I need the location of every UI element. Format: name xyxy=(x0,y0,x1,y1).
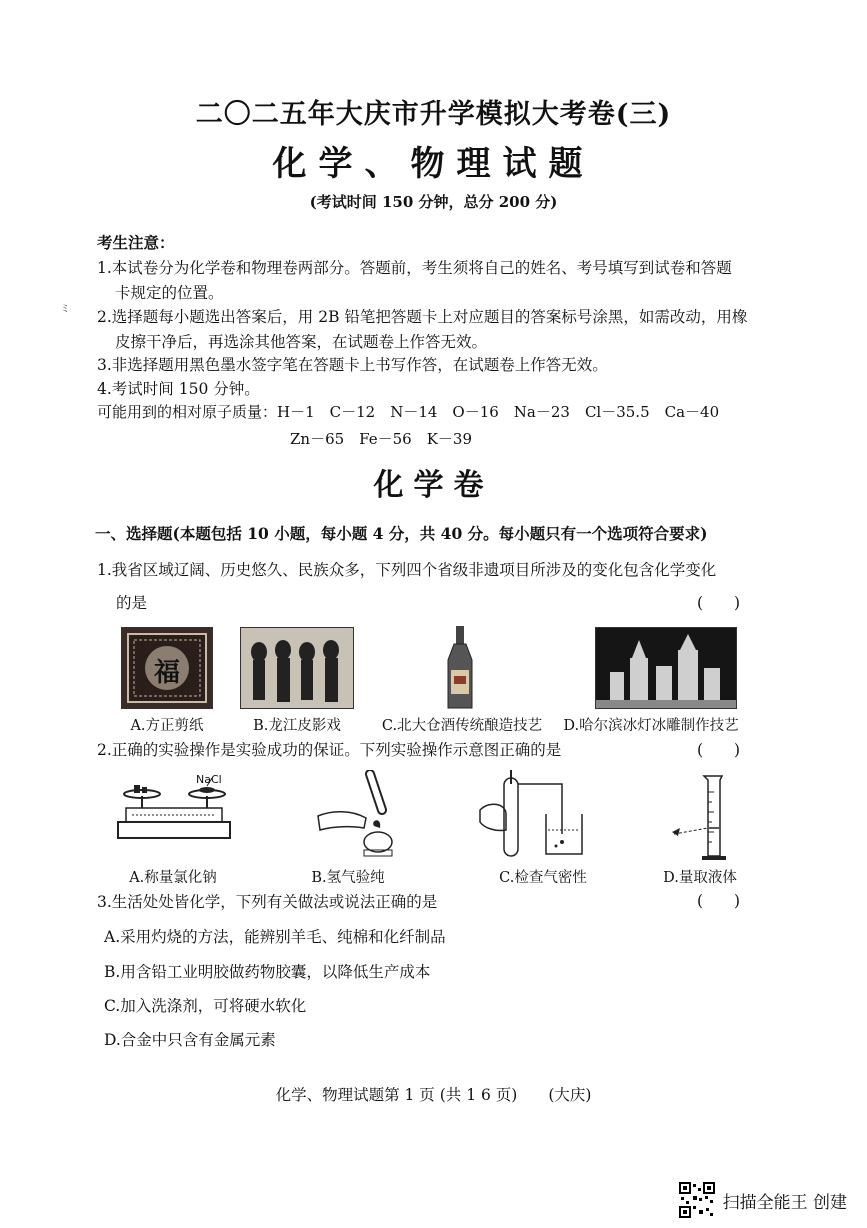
q2-option-c: C.检查气密性 xyxy=(499,870,587,886)
notice-item-3: 3.非选择题用黑色墨水签字笔在答题卡上书写作答，在试题卷上作答无效。 xyxy=(97,356,608,374)
q3-option-b: B.用含铅工业明胶做药物胶囊，以降低生产成本 xyxy=(104,963,431,981)
q2-text: 2.正确的实验操作是实验成功的保证。下列实验操作示意图正确的是 xyxy=(97,741,562,759)
ice-lantern-image xyxy=(595,627,737,709)
q3-option-d: D.合金中只含有金属元素 xyxy=(104,1031,276,1049)
q1-option-d: D.哈尔滨冰灯冰雕制作技艺 xyxy=(563,718,739,734)
q1-line-2: 的是 xyxy=(116,594,148,612)
notice-item-1: 1.本试卷分为化学卷和物理卷两部分。答题前，考生须将自己的姓名、考号填写到试卷和答题 卡规定的位置。 xyxy=(97,259,732,302)
atomic-mass-line-2: Zn－65 Fe－56 K－39 xyxy=(290,430,473,448)
shadow-puppet-image xyxy=(240,627,354,709)
q1-answer-paren: ( ) xyxy=(697,594,741,612)
q1-option-b: B.龙江皮影戏 xyxy=(253,718,341,734)
page-footer: 化学、物理试题第 1 页 (共 1 6 页) (大庆) xyxy=(275,1086,592,1104)
q3-text: 3.生活处处皆化学，下列有关做法或说法正确的是 xyxy=(97,893,438,911)
q2-option-b: B.氢气验纯 xyxy=(311,870,385,886)
q3-option-c: C.加入洗涤剂，可将硬水软化 xyxy=(104,997,307,1015)
fu-character: 福 xyxy=(153,658,180,688)
notice-heading: 考生注意： xyxy=(97,233,175,252)
hydrogen-test-graphic xyxy=(312,770,404,858)
q1-line-1: 1.我省区域辽阔、历史悠久、民族众多，下列四个省级非遗项目所涉及的变化包含化学变化 xyxy=(97,561,717,579)
scanner-label: 扫描全能王 创建 xyxy=(722,1192,847,1213)
ice-lantern-graphic xyxy=(596,628,736,708)
q3-option-a: A.采用灼烧的方法，能辨别羊毛、纯棉和化纤制品 xyxy=(104,928,446,946)
q2-option-d: D.量取液体 xyxy=(663,870,737,886)
cylinder-graphic xyxy=(668,772,738,862)
notice-item-4: 4.考试时间 150 分钟。 xyxy=(97,380,260,398)
airtightness-diagram xyxy=(476,770,592,860)
airtightness-graphic xyxy=(476,770,592,860)
bottle-graphic xyxy=(445,626,475,710)
margin-mark: ミ xyxy=(60,304,70,315)
q2-option-a: A.称量氯化钠 xyxy=(129,870,217,886)
nacl-label: NaCl xyxy=(196,773,222,786)
liquor-bottle-image xyxy=(445,626,475,710)
paper-cutting-image xyxy=(121,627,213,709)
graduated-cylinder-diagram xyxy=(668,772,738,862)
scanner-watermark xyxy=(679,1182,847,1218)
hydrogen-test-diagram xyxy=(312,770,404,858)
q1-option-a: A.方正剪纸 xyxy=(130,718,204,734)
time-info: (考试时间 150 分钟，总分 200 分) xyxy=(309,193,558,211)
q3-answer-paren: ( ) xyxy=(697,892,741,910)
part-title: 一、选择题(本题包括 10 小题，每小题 4 分，共 40 分。每小题只有一个选项符合要求) xyxy=(95,524,708,543)
exam-title: 二〇二五年大庆市升学模拟大考卷(三) xyxy=(195,99,672,130)
subject-title: 化学、物理试题 xyxy=(272,144,595,184)
q2-answer-paren: ( ) xyxy=(697,741,741,759)
notice-item-2: 2.选择题每小题选出答案后，用 2B 铅笔把答题卡上对应题目的答案标号涂黑，如需改动，用橡 皮擦干净后，再选涂其他答案，在试题卷上作答无效。 xyxy=(97,308,748,351)
qr-code-icon xyxy=(679,1182,715,1218)
section-title: 化学卷 xyxy=(373,468,494,503)
atomic-mass-line-1: 可能用到的相对原子质量：H－1 C－12 N－14 O－16 Na－23 Cl－35.5 Ca－40 xyxy=(97,403,720,421)
shadow-puppet-graphic xyxy=(241,628,353,708)
q1-option-c: C.北大仓酒传统酿造技艺 xyxy=(381,718,543,734)
